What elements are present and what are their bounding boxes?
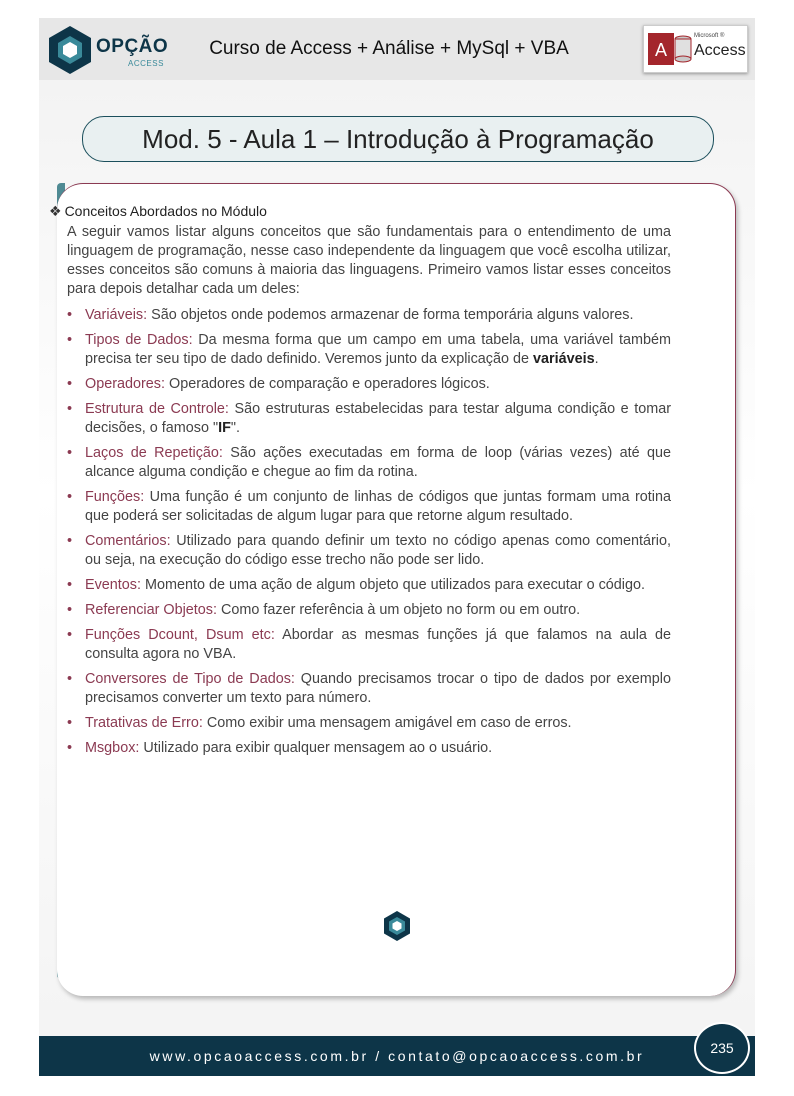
item-text: Uma função é um conjunto de linhas de códigos que juntas formam uma rotina que poderá ser solicitadas de algum lugar para que retorne algum resultado. [85, 489, 671, 524]
item-term: Funções Dcount, Dsum etc: [85, 627, 275, 643]
bullet-dot-icon: • [67, 307, 73, 323]
item-term: Comentários: [85, 533, 171, 549]
item-term: Msgbox: [85, 740, 140, 756]
item-text: Momento de uma ação de algum objeto que utilizados para executar o código. [141, 577, 645, 593]
list-item [67, 601, 671, 620]
bullet-dot-icon: • [67, 577, 73, 593]
logo-wordmark: OPÇÃO [96, 36, 169, 57]
page-title: Mod. 5 - Aula 1 – Introdução à Programação [82, 116, 714, 162]
diamond-bullet-icon: ❖ [49, 203, 62, 219]
item-tail: . [594, 351, 599, 367]
list-item [67, 714, 671, 733]
item-term: Estrutura de Controle: [85, 401, 229, 417]
footer-contact: www.opcaoaccess.com.br / contato@opcaoaccess.com.br [149, 1048, 645, 1064]
item-term: Operadores: [85, 376, 165, 392]
item-text: Da mesma forma que um campo em uma tabela, uma variável também precisa ter seu tipo de dado definido. Veremos junto da explicação de [85, 332, 671, 367]
access-badge [643, 25, 748, 73]
item-term: Laços de Repetição: [85, 445, 223, 461]
access-letter: A [655, 40, 668, 60]
list-item [67, 488, 671, 526]
list-item [67, 532, 671, 570]
logo-subtitle: ACCESS [128, 59, 164, 68]
header-bar [39, 18, 755, 80]
bullet-dot-icon: • [67, 602, 73, 618]
footer-bar [39, 1036, 755, 1076]
item-tail: ". [230, 420, 240, 436]
section-heading [49, 203, 673, 220]
badge-access-label: Access [694, 42, 746, 59]
bullet-dot-icon: • [67, 445, 73, 461]
item-text: São objetos onde podemos armazenar de forma temporária alguns valores. [147, 307, 634, 323]
bullet-dot-icon: • [67, 715, 73, 731]
item-text: São ações executadas em forma de loop (várias vezes) até que alcance alguma condição e chegue ao fim da rotina. [85, 445, 671, 480]
bullet-dot-icon: • [67, 489, 73, 505]
item-term: Funções: [85, 489, 145, 505]
list-item [67, 576, 671, 595]
hexagon-logo-icon [46, 24, 94, 76]
bullet-dot-icon: • [67, 401, 73, 417]
item-term: Referenciar Objetos: [85, 602, 217, 618]
list-item [67, 739, 671, 758]
bullet-dot-icon: • [67, 627, 73, 643]
bullet-dot-icon: • [67, 332, 73, 348]
item-term: Tratativas de Erro: [85, 715, 203, 731]
item-text: Utilizado para quando definir um texto no código apenas como comentário, ou seja, na execução do código esse trecho não pode ser lido. [85, 533, 671, 568]
item-term: Tipos de Dados: [85, 332, 193, 348]
item-term: Variáveis: [85, 307, 148, 323]
item-text: Quando precisamos trocar o tipo de dados por exemplo precisamos converter um texto para número. [85, 671, 671, 706]
item-text: Utilizado para exibir qualquer mensagem ao o usuário. [139, 740, 493, 756]
hexagon-center-icon [383, 910, 411, 942]
course-title: Curso de Access + Análise + MySql + VBA [209, 38, 569, 59]
item-text: Como exibir uma mensagem amigável em caso de erros. [202, 715, 572, 731]
list-item [67, 626, 671, 664]
item-term: Conversores de Tipo de Dados: [85, 671, 295, 687]
bullet-dot-icon: • [67, 376, 73, 392]
list-item [67, 670, 671, 708]
access-database-icon [648, 31, 692, 67]
list-item [67, 400, 671, 438]
list-item [67, 306, 671, 325]
bullet-dot-icon: • [67, 671, 73, 687]
item-text: Abordar as mesmas funções já que falamos na aula de consulta agora no VBA. [85, 627, 671, 662]
item-text: Operadores de comparação e operadores lógicos. [165, 376, 490, 392]
item-bold: IF [218, 420, 231, 436]
intro-paragraph: A seguir vamos listar alguns conceitos que são fundamentais para o entendimento de uma linguagem de programação, nesse caso independente da linguagem que você escolha utilizar, esses conceitos são comuns à maioria das linguagens. Primeiro vamos listar esses conceitos para depois detalhar cada um deles: [67, 224, 671, 297]
list-item [67, 331, 671, 369]
concept-list [49, 306, 673, 758]
list-item [67, 444, 671, 482]
item-term: Eventos: [85, 577, 141, 593]
content-section [49, 203, 673, 764]
item-text: Como fazer referência à um objeto no form ou em outro. [216, 602, 581, 618]
list-item [67, 375, 671, 394]
page-number-badge: 235 [694, 1022, 750, 1074]
badge-microsoft-label: Microsoft ® [694, 33, 725, 39]
brand-logo [46, 24, 169, 76]
item-bold: variáveis [533, 351, 595, 367]
section-heading-text: Conceitos Abordados no Módulo [64, 203, 267, 219]
bullet-dot-icon: • [67, 533, 73, 549]
item-text: São estruturas estabelecidas para testar alguma condição e tomar decisões, o famoso " [85, 401, 671, 436]
bullet-dot-icon: • [67, 740, 73, 756]
